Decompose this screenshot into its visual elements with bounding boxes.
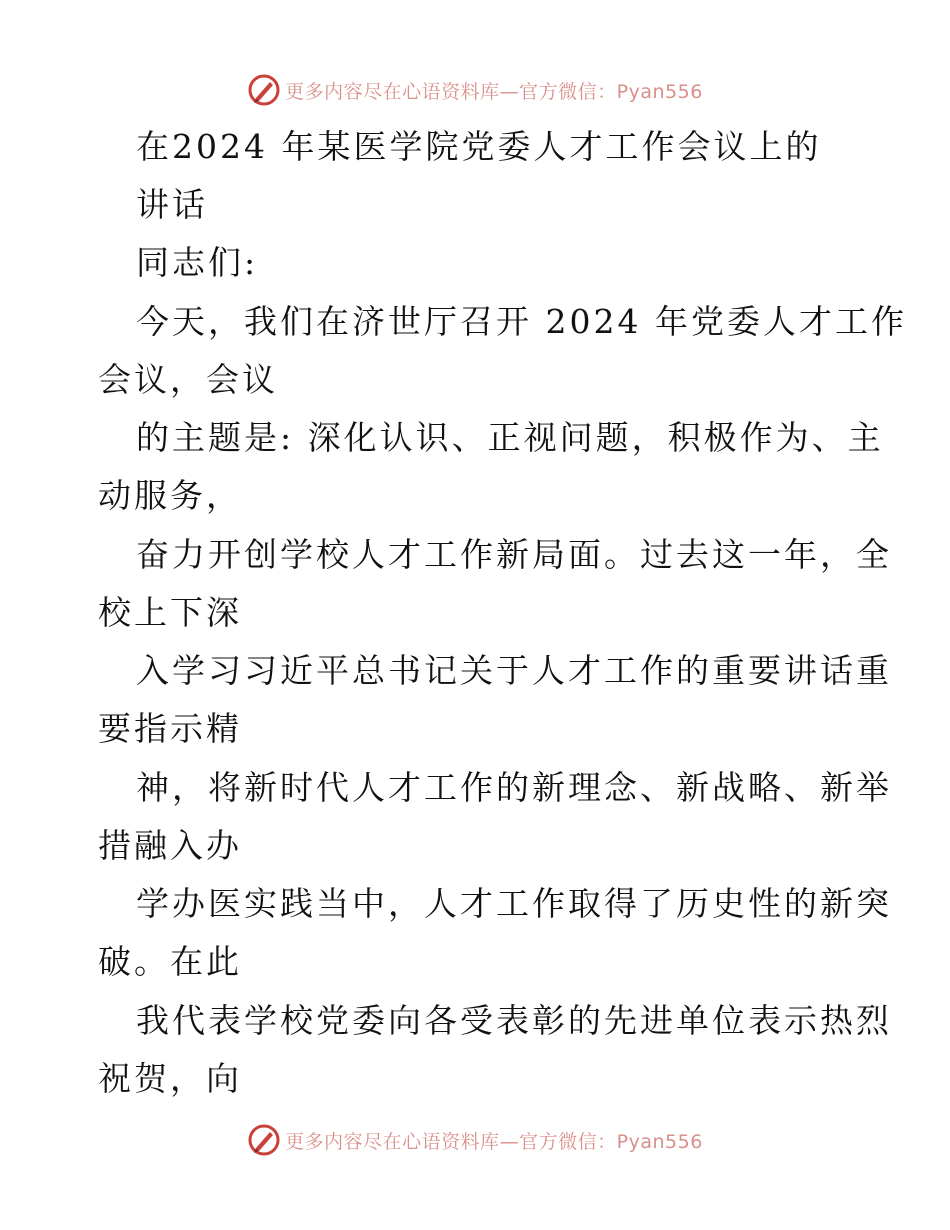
- paragraph-line: 的主题是: 深化认识、正视问题，积极作为、主: [136, 418, 884, 457]
- paragraph-line: 措融入办: [98, 826, 242, 865]
- watermark-banner-top: [0, 70, 950, 110]
- title-line-2: 讲话: [136, 185, 208, 224]
- pen-logo-icon: [247, 1123, 281, 1157]
- paragraph-line: 我代表学校党委向各受表彰的先进单位表示热烈: [136, 1001, 892, 1040]
- paragraph-line: 学办医实践当中，人才工作取得了历史性的新突: [136, 884, 892, 923]
- paragraph-line: 今天，我们在济世厅召开 2024 年党委人才工作: [136, 302, 907, 341]
- paragraph-line: 奋力开创学校人才工作新局面。过去这一年，全: [136, 535, 892, 574]
- pen-logo-icon: [247, 73, 281, 107]
- paragraph-line: 入学习习近平总书记关于人才工作的重要讲话重: [136, 651, 892, 690]
- paragraph-line: 会议，会议: [98, 360, 278, 399]
- paragraph-line: 破。在此: [98, 942, 242, 981]
- paragraph-line: 要指示精: [98, 709, 242, 748]
- watermark-text: 更多内容尽在心语资料库—官方微信：Pyan556: [285, 1130, 703, 1153]
- paragraph-line: 神，将新时代人才工作的新理念、新战略、新举: [136, 768, 892, 807]
- paragraph-line: 动服务，: [98, 476, 242, 515]
- paragraph-line: 祝贺，向: [98, 1059, 242, 1098]
- watermark-text: 更多内容尽在心语资料库—官方微信：Pyan556: [285, 80, 703, 103]
- salutation: 同志们:: [136, 243, 259, 282]
- title-line-1: 在2024 年某医学院党委人才工作会议上的: [136, 127, 822, 166]
- paragraph-line: 校上下深: [98, 593, 242, 632]
- watermark-banner-bottom: [0, 1120, 950, 1160]
